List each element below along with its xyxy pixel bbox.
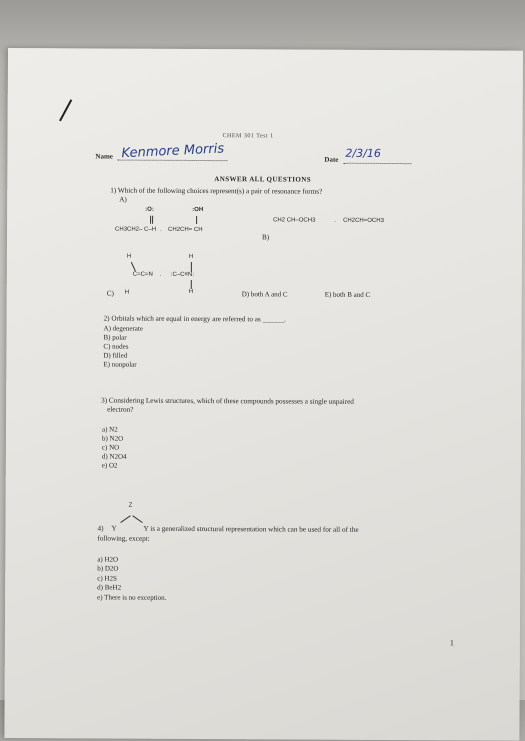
q1-option-e: E) both B and C — [324, 290, 371, 299]
q1-c-structure-1: C=C=N — [132, 271, 153, 278]
q4-bond-right — [132, 515, 142, 523]
q2-option: D) filled — [103, 351, 128, 360]
q4-option: c) H2S — [97, 574, 117, 583]
q1-stem: 1) Which of the following choices represent(s) a pair of resonance forms? — [110, 186, 323, 196]
q3-option: e) O2 — [101, 461, 118, 470]
q1-a-structure-2: CH2CH= CH — [168, 226, 203, 234]
q1-c-structure-2: :C–C≡N: — [170, 271, 195, 278]
q1-a-double-bond-1b — [152, 216, 153, 224]
q4-option: a) H2O — [97, 555, 119, 564]
q1-option-b-label: B) — [261, 233, 270, 242]
q4-y-atom-left: Y — [111, 524, 117, 533]
q4-stem-line-2: following, except: — [97, 534, 150, 543]
instructions-heading: ANSWER ALL QUESTIONS — [214, 175, 312, 184]
q3-stem-line-1: 3) Considering Lewis structures, which of these compounds possesses a single unpaired — [101, 396, 354, 406]
q1-b-separator: . — [334, 217, 336, 224]
course-header: CHEM 301 Test 1 — [222, 133, 274, 140]
q4-option: b) D2O — [97, 564, 119, 573]
q1-option-a-label: A) — [119, 195, 127, 204]
date-handwritten: 2/3/16 — [345, 146, 381, 160]
name-label: Name — [95, 152, 113, 161]
q3-option: d) N2O4 — [101, 452, 127, 461]
q1-c-h-top-2: H — [188, 253, 194, 260]
q3-option: b) N2O — [101, 434, 124, 443]
q1-option-d: D) both A and C — [241, 290, 288, 299]
name-line — [117, 160, 227, 162]
q4-option: d) BeH2 — [97, 583, 122, 592]
q1-a-single-bond-2 — [196, 216, 197, 224]
q1-b-structure-1: CH2 CH–OCH3 — [273, 217, 316, 224]
q3-option: c) NO — [101, 443, 120, 452]
date-line — [343, 163, 411, 164]
q1-a-separator: . — [160, 226, 162, 233]
q2-option: E) nonpolar — [103, 360, 137, 369]
q2-option: A) degenerate — [103, 324, 144, 333]
page-number: 1 — [449, 638, 454, 648]
q1-a-double-bond-1 — [150, 216, 151, 224]
student-name-handwritten: Kenmore Morris — [121, 141, 225, 162]
q1-c-h-bottom-1: H — [124, 289, 130, 296]
q1-b-structure-2: CH2CH=OCH3 — [343, 217, 384, 224]
q1-c-h-bottom-2: H — [188, 288, 194, 295]
q1-c-separator: . — [159, 271, 162, 278]
q1-c-bond-1 — [131, 262, 136, 272]
q1-a-oxygen-2: :OH — [192, 206, 204, 214]
q2-stem: 2) Orbitals which are equal in energy are referred to as ______. — [103, 314, 286, 324]
q1-c-bond-3 — [191, 280, 192, 289]
date-label: Date — [324, 155, 339, 164]
q4-option: e) There is no exception. — [97, 593, 167, 602]
q4-stem-line-1: Y is a generalized structural representation which can be used for all of the — [143, 524, 359, 534]
q3-option: a) N2 — [101, 425, 118, 434]
q4-bond-left — [120, 515, 130, 523]
q1-c-h-top-1: H — [126, 253, 132, 260]
q2-option: C) nodes — [103, 342, 129, 351]
q1-a-structure-1: CH3CH2– C–H — [115, 226, 157, 233]
q1-option-c-label: C) — [106, 289, 114, 298]
q4-z-atom: Z — [128, 502, 133, 509]
q3-stem-line-2: electron? — [107, 405, 134, 414]
exam-page — [4, 48, 523, 741]
handwritten-slash-mark — [59, 99, 72, 121]
q1-a-oxygen-1: :O: — [145, 206, 154, 213]
q2-option: B) polar — [103, 333, 127, 342]
q4-number: 4) — [97, 524, 104, 533]
q1-c-bond-2 — [191, 262, 192, 272]
